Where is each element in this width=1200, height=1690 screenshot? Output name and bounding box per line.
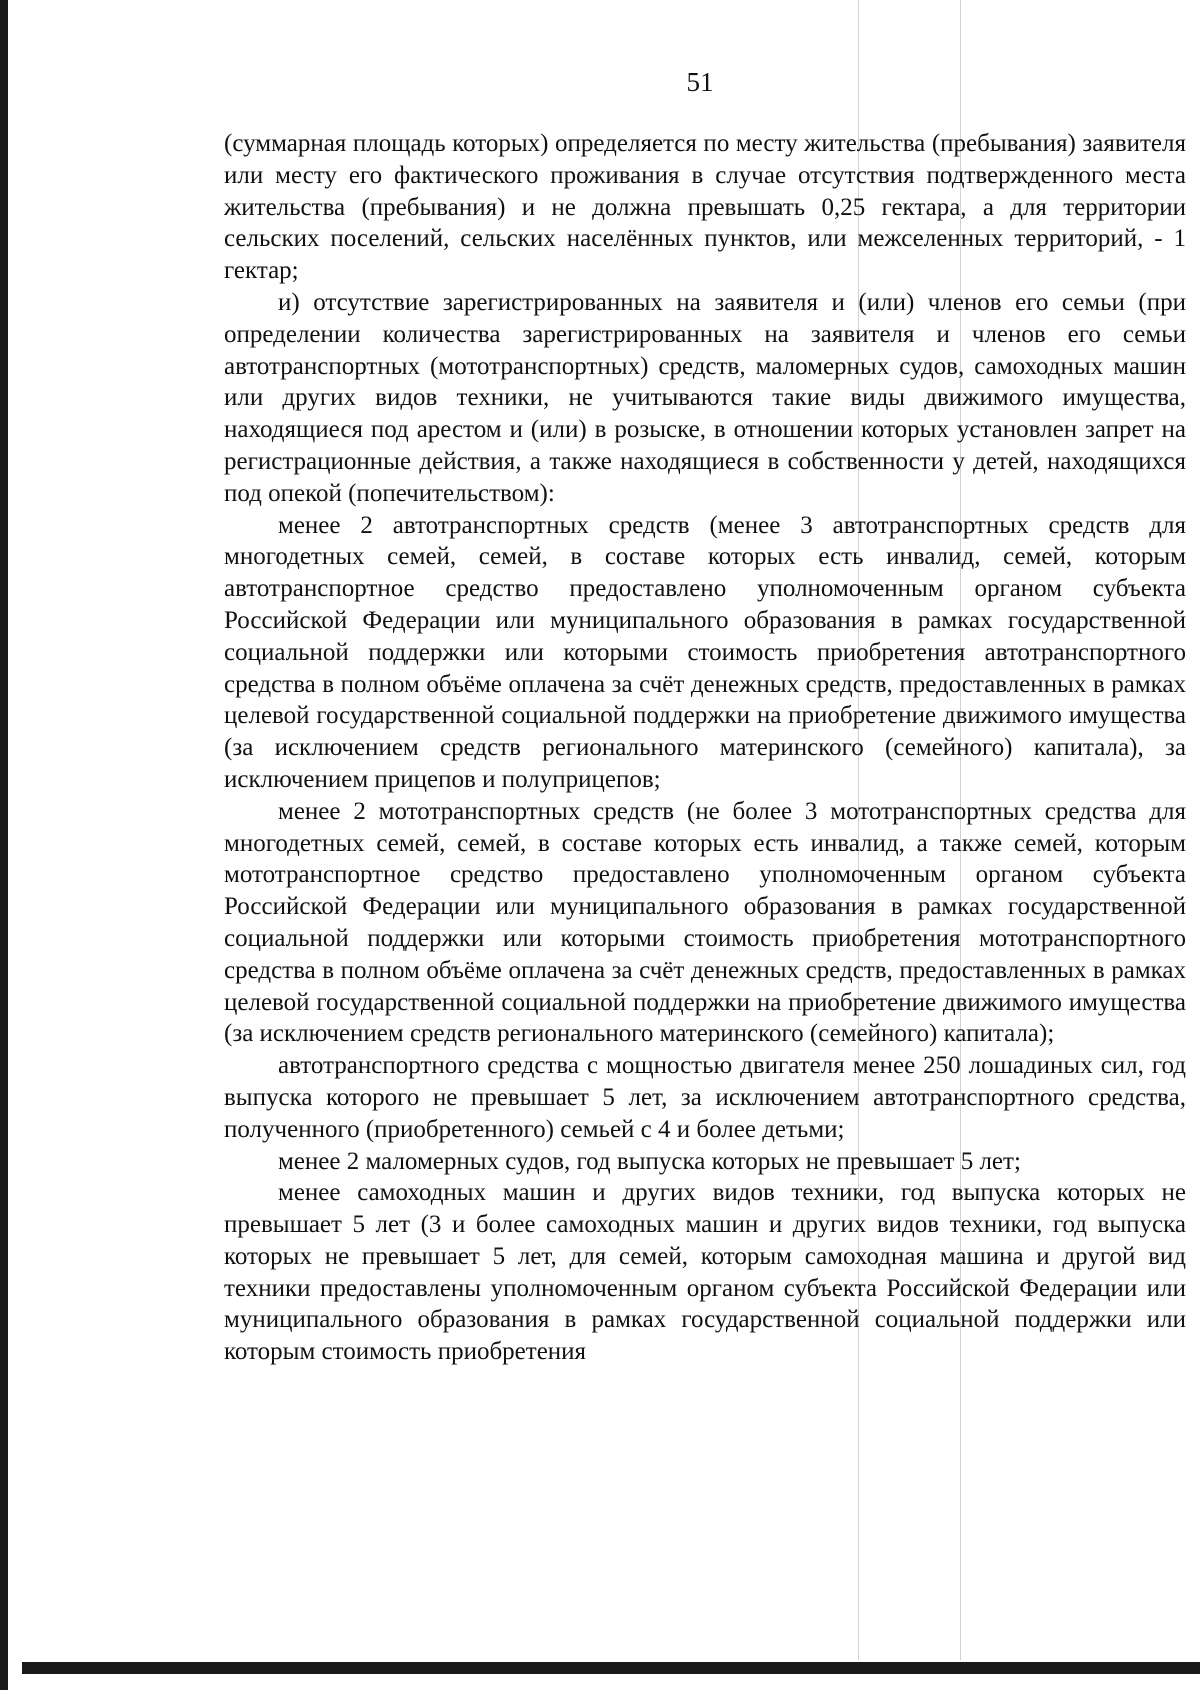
paragraph-cars: менее 2 автотранспортных средств (менее 3 автотранспортных средств для многодетных семей, семей, в составе которых есть инвалид, семей, которым автотранспортное средство предоставлено уполномоченным органом субъекта Российской Федерации или муниципального образования в рамках государственной социальной поддержки или которыми стоимость приобретения автотранспортного средства в полном объёме оплачена за счёт денежных средств, предоставленных в рамках целевой государственной социальной поддержки на приобретение движимого имущества (за исключением средств регионального материнского (семейного) капитала), за исключением прицепов и полуприцепов; — [224, 511, 1186, 793]
paragraph-small-vessels: менее 2 маломерных судов, год выпуска которых не превышает 5 лет; — [278, 1147, 1021, 1175]
paragraph-self-propelled-machines: менее самоходных машин и других видов техники, год выпуска которых не превышает 5 лет (3 и более самоходных машин и других видов техники, год выпуска которых не превышает 5 лет, для семей, которым самоходная машина и другой вид техники предоставлены уполномоченным органом субъекта Российской Федерации или муниципального образования в рамках государственной социальной поддержки или которым стоимость приобретения — [224, 1179, 1186, 1366]
document-body — [224, 128, 1186, 1368]
scan-edge-left — [0, 0, 8, 1690]
page-number: 51 — [686, 67, 714, 97]
paragraph-motorcycles: менее 2 мототранспортных средств (не более 3 мототранспортных средства для многодетных семей, семей, в составе которых есть инвалид, а также семей, которым мототранспортное средство предоставлено уполномоченным органом субъекта Российской Федерации или муниципального образования в рамках государственной социальной поддержки или которыми стоимость приобретения мототранспортного средства в полном объёме оплачена за счёт денежных средств, предоставленных в рамках целевой государственной социальной поддержки на приобретение движимого имущества (за исключением средств регионального материнского (семейного) капитала); — [224, 797, 1186, 1048]
paragraph-vehicle-absence: и) отсутствие зарегистрированных на заявителя и (или) членов его семьи (при определении количества зарегистрированных на заявителя и членов его семьи автотранспортных (мототранспортных) средств, маломерных судов, самоходных машин или других видов техники, не учитываются такие виды движимого имущества, находящиеся под арестом и (или) в розыске, в отношении которых установлен запрет на регистрационные действия, а также находящиеся в собственности у детей, находящихся под опекой (попечительством): — [224, 288, 1186, 507]
paragraph-land-area: (суммарная площадь которых) определяется по месту жительства (пребывания) заявителя или месту его фактического проживания в случае отсутствия подтвержденного места жительства (пребывания) и не должна превышать 0,25 гектара, а для территории сельских поселений, сельских населённых пунктов, или межселенных территорий, - 1 гектар; — [224, 130, 1186, 285]
paragraph-engine-power: автотранспортного средства с мощностью двигателя менее 250 лошадиных сил, год выпуска которого не превышает 5 лет, за исключением автотранспортного средства, полученного (приобретенного) семьей с 4 и более детьми; — [224, 1052, 1186, 1143]
scan-edge-bottom — [22, 1662, 1200, 1674]
